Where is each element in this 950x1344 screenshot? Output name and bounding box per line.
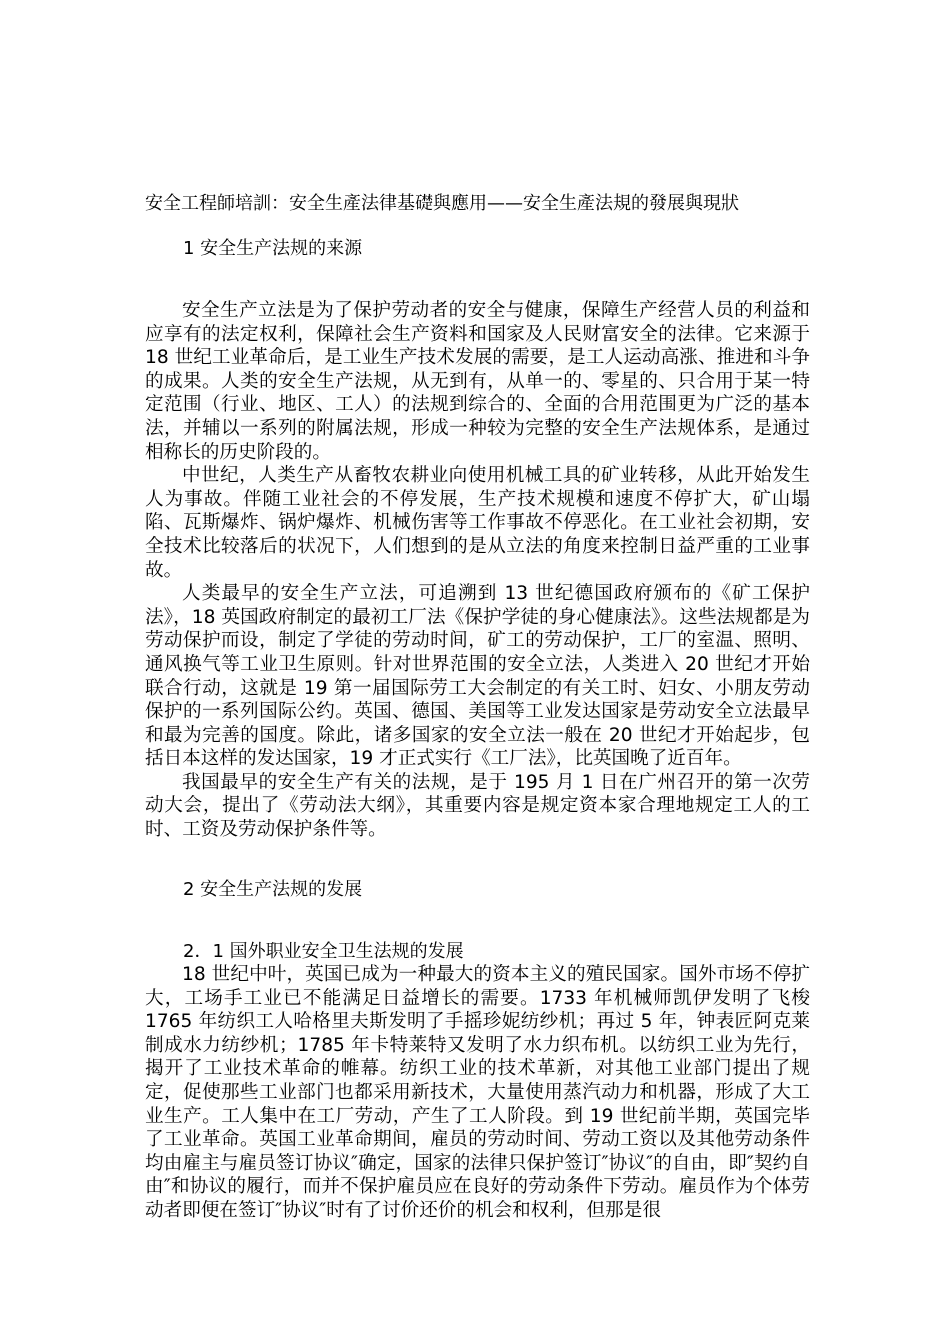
section-2-1-heading: 2．1 国外职业安全卫生法规的发展 [183, 941, 464, 962]
section-2-heading: 2 安全生产法规的发展 [183, 879, 363, 900]
paragraph: 18 世纪中叶，英国已成为一种最大的资本主义的殖民国家。国外市场不停扩大，工场手工业已不能满足日益增长的需要。1733 年机械师凯伊发明了飞梭 1765 年纺织工人哈格里夫斯发明了手摇珍妮纺纱机；再过 5 年，钟表匠阿克莱制成水力纺纱机；1785 年卡特莱特又发明了水力织布机。以纺织工业为先行，揭开了工业技术革命的帷幕。纺织工业的技术革新，对其他工业部门提出了规定，促使那些工业部门也都采用新技术，大量使用蒸汽动力和机器，形成了大工业生产。工人集中在工厂劳动，产生了工人阶段。到 19 世纪前半期，英国完毕了工业革命。英国工业革命期间，雇员的劳动时间、劳动工资以及其他劳动条件均由雇主与雇员签订协议″确定，国家的法律只保护签订″协议″的自由，即″契约自由″和协议的履行，而并不保护雇员应在良好的劳动条件下劳动。雇员作为个体劳动者即便在签订″协议″时有了讨价还价的机会和权利，但那是很 [145, 964, 810, 1221]
paragraph: 安全生产立法是为了保护劳动者的安全与健康，保障生产经营人员的利益和应享有的法定权利，保障社会生产资料和国家及人民财富安全的法律。它来源于 18 世纪工业革命后，是工业生产技术发展的需要，是工人运动高涨、推进和斗争的成果。人类的安全生产法规，从无到有，从单一的、零星的、只合用于某一特定范围（行业、地区、工人）的法规到综合的、全面的合用范围更为广泛的基本法，并辅以一系列的附属法规，形成一种较为完整的安全生产法规体系，是通过相称长的历史阶段的。 [145, 300, 810, 463]
paragraph: 我国最早的安全生产有关的法规，是于 195 月 1 日在广州召开的第一次劳动大会，提出了《劳动法大纲》，其重要内容是规定资本家合理地规定工人的工时、工资及劳动保护条件等。 [145, 771, 810, 841]
section-1-heading: 1 安全生产法规的来源 [183, 238, 363, 259]
section-2-1-body [145, 963, 810, 1223]
paragraph: 人类最早的安全生产立法，可追溯到 13 世纪德国政府颁布的《矿工保护法》，18 英国政府制定的最初工厂法《保护学徒的身心健康法》。这些法规都是为劳动保护而设，制定了学徒的劳动时间，矿工的劳动保护，工厂的室温、照明、通风换气等工业卫生原则。针对世界范围的安全立法，人类进入 20 世纪才开始联合行动，这就是 19 第一届国际劳工大会制定的有关工时、妇女、小朋友劳动保护的一系列国际公约。英国、德国、美国等工业发达国家是劳动安全立法最早和最为完善的国度。除此，诸多国家的安全立法一般在 20 世纪才开始起步，包括日本这样的发达国家，19 才正式实行《工厂法》，比英国晚了近百年。 [145, 583, 810, 770]
paragraph: 中世纪，人类生产从畜牧农耕业向使用机械工具的矿业转移，从此开始发生人为事故。伴随工业社会的不停发展，生产技术规模和速度不停扩大，矿山塌陷、瓦斯爆炸、锅炉爆炸、机械伤害等工作事故不停恶化。在工业社会初期，安全技术比较落后的状况下，人们想到的是从立法的角度来控制日益严重的工业事故。 [145, 465, 810, 581]
document-title: 安全工程師培訓：安全生產法律基礎與應用——安全生產法規的發展與現狀 [145, 193, 739, 214]
section-1-body [145, 299, 810, 842]
